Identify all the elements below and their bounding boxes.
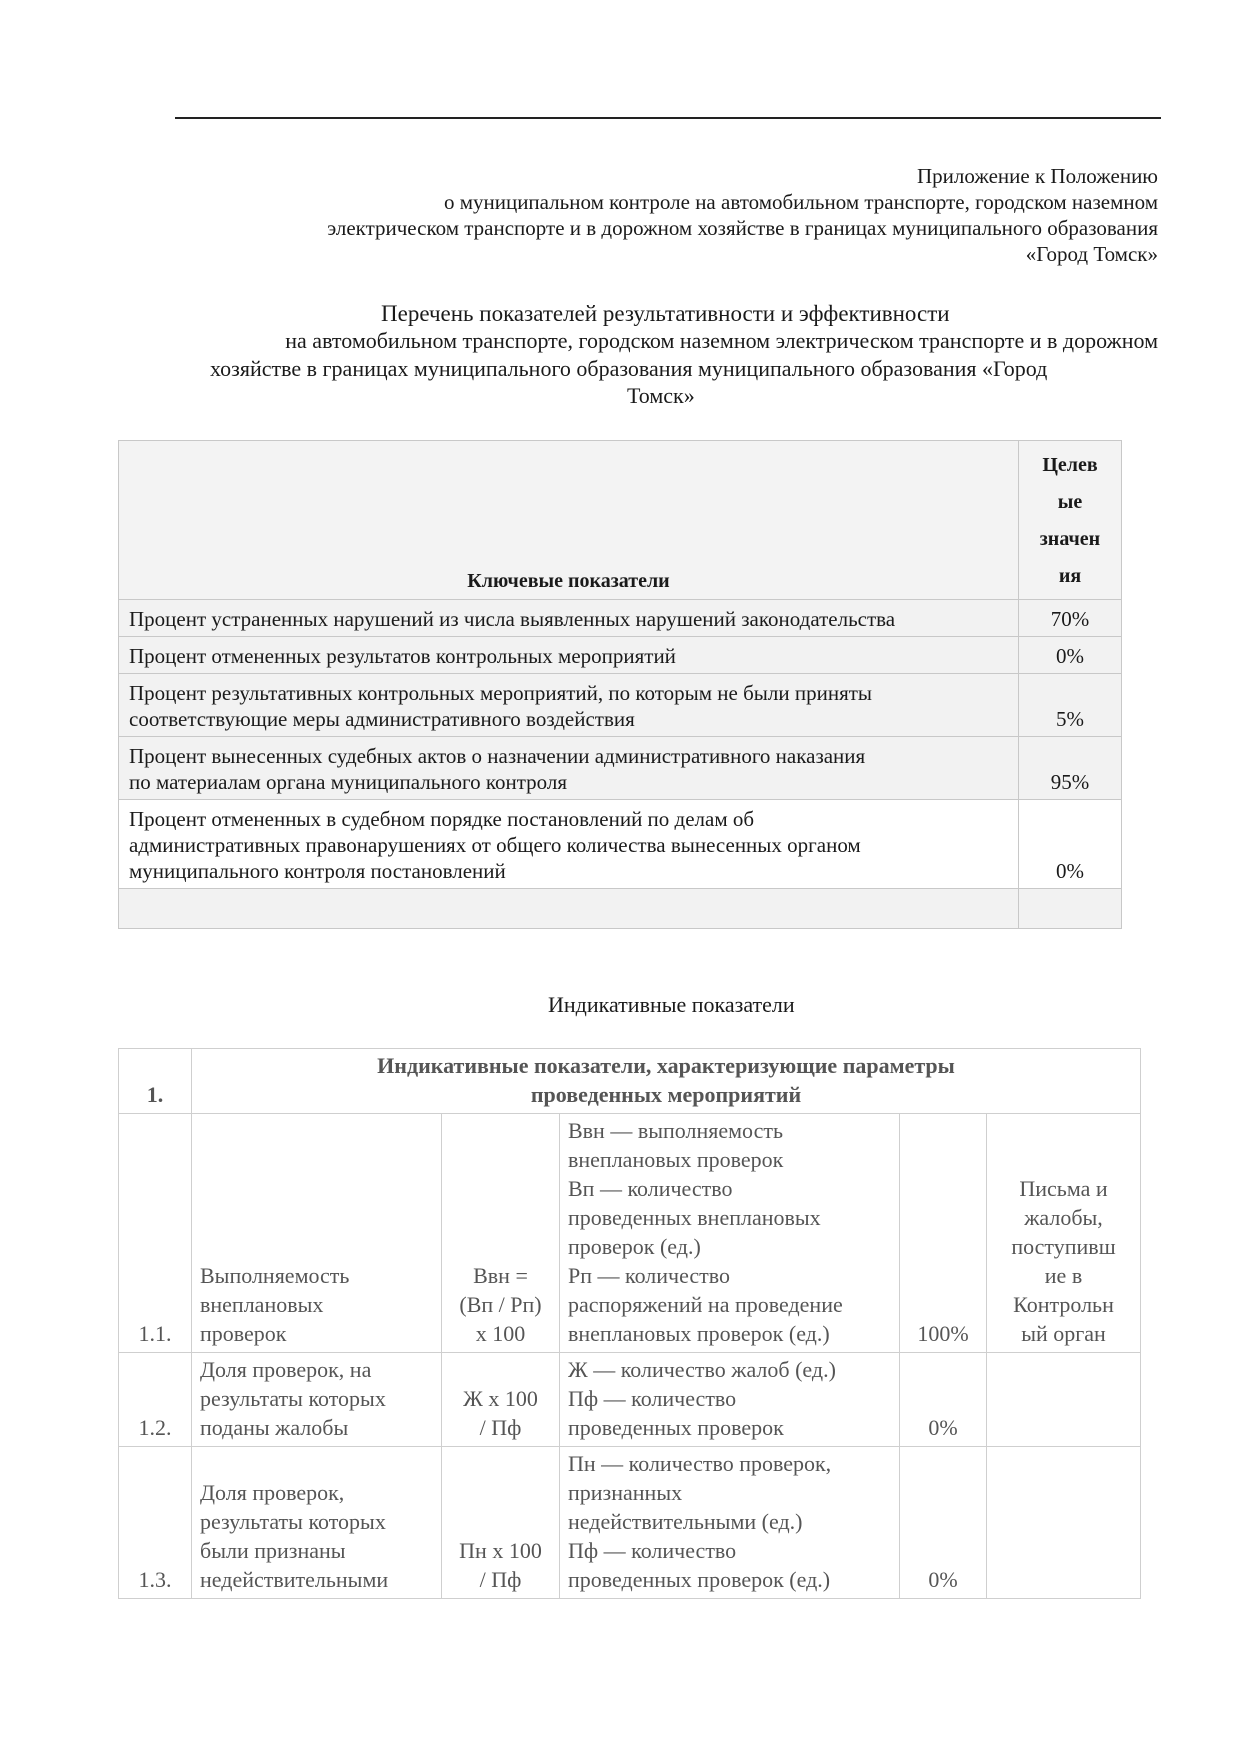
section-header-line: Индикативные показатели, характеризующие параметры <box>377 1053 955 1078</box>
text-line: проверок (ед.) <box>568 1234 701 1259</box>
text-line: проверок <box>200 1321 287 1346</box>
text-line: Ввн = <box>473 1263 528 1288</box>
table-row <box>119 737 1122 800</box>
text-line: ый орган <box>1021 1321 1106 1346</box>
data-source <box>987 1447 1141 1599</box>
text-line: Пн — количество проверок, <box>568 1451 832 1476</box>
indicator-name <box>192 1114 442 1353</box>
title-line: Томск» <box>627 383 695 408</box>
text-line: внеплановых <box>200 1292 324 1317</box>
target-value: 0% <box>900 1353 987 1447</box>
table-row <box>119 637 1122 674</box>
appendix-line: о муниципальном контроле на автомобильном транспорте, городском наземном <box>443 190 1158 214</box>
text-line: результаты которых <box>200 1509 386 1534</box>
header-text-line: ые <box>1057 491 1083 513</box>
title-line: хозяйстве в границах муниципального образования муниципального образования «Город <box>210 356 1048 381</box>
indicator-cell <box>119 737 1019 800</box>
table-row <box>119 674 1122 737</box>
section-header-line: проведенных мероприятий <box>530 1082 802 1107</box>
formula <box>442 1353 560 1447</box>
appendix-line: Приложение к Положению <box>917 164 1158 188</box>
text-line: (Вп / Рп) <box>459 1292 542 1317</box>
target-value: 100% <box>900 1114 987 1353</box>
text-line: х 100 <box>475 1321 526 1346</box>
section-header-row <box>119 1049 1141 1114</box>
text-line: Доля проверок, на <box>200 1357 372 1382</box>
text-line: внеплановых проверок (ед.) <box>568 1321 830 1346</box>
text-line: Пф — количество <box>568 1538 737 1563</box>
text-line: Ж — количество жалоб (ед.) <box>568 1357 836 1382</box>
empty-cell <box>1019 889 1122 929</box>
text-line: Письма и <box>1019 1176 1108 1201</box>
header-text-line: значен <box>1039 528 1101 550</box>
text-line: Рп — количество <box>568 1263 731 1288</box>
text-line: поступивш <box>1011 1234 1116 1259</box>
target-cell: 0% <box>1019 800 1122 889</box>
text-line: результаты которых <box>200 1386 386 1411</box>
text-line: / Пф <box>479 1567 522 1592</box>
text-line: жалобы, <box>1024 1205 1103 1230</box>
header-text-line: Целев <box>1042 454 1098 476</box>
row-number: 1.1. <box>119 1114 192 1353</box>
appendix-line: «Город Томск» <box>1025 242 1158 266</box>
text-line: были признаны <box>200 1538 346 1563</box>
indicator-text: административных правонарушениях от общего количества вынесенных органом <box>129 833 861 857</box>
target-cell: 95% <box>1019 737 1122 800</box>
formula <box>442 1114 560 1353</box>
title-line: Перечень показателей результативности и эффективности <box>381 301 950 326</box>
text-line: проведенных внеплановых <box>568 1205 821 1230</box>
formula <box>442 1447 560 1599</box>
text-line: ие в <box>1044 1263 1083 1288</box>
text-line: Вп — количество <box>568 1176 733 1201</box>
formula-description <box>560 1353 900 1447</box>
title-line: на автомобильном транспорте, городском наземном электрическом транспорте и в дорожном <box>285 328 1158 353</box>
table-row <box>119 800 1122 889</box>
indicator-text: муниципального контроля постановлений <box>129 859 506 883</box>
header-text-line: ия <box>1058 565 1082 587</box>
empty-cell <box>119 889 1019 929</box>
header-rule <box>175 117 1161 119</box>
text-line: внеплановых проверок <box>568 1147 784 1172</box>
row-number: 1.2. <box>119 1353 192 1447</box>
text-line: Ввн — выполняемость <box>568 1118 784 1143</box>
indicator-text: по материалам органа муниципального контроля <box>129 770 568 794</box>
table-row <box>119 600 1122 637</box>
table-row <box>119 1353 1141 1447</box>
indicator-cell <box>119 800 1019 889</box>
table-row-empty <box>119 889 1122 929</box>
indicator-text: Процент отмененных в судебном порядке постановлений по делам об <box>129 807 755 831</box>
section-header <box>192 1049 1141 1114</box>
key-indicators-table <box>118 440 1122 929</box>
text-line: Контрольн <box>1013 1292 1114 1317</box>
indicator-text: Процент устраненных нарушений из числа выявленных нарушений законодательства <box>129 607 896 631</box>
text-line: Ж х 100 <box>463 1386 538 1411</box>
target-cell: 5% <box>1019 674 1122 737</box>
text-line: распоряжений на проведение <box>568 1292 843 1317</box>
appendix-note <box>200 163 1158 267</box>
section-number: 1. <box>119 1049 192 1114</box>
text-line: Пн х 100 <box>459 1538 542 1563</box>
text-line: поданы жалобы <box>200 1415 349 1440</box>
target-value: 0% <box>900 1447 987 1599</box>
table-row <box>119 1447 1141 1599</box>
indicator-name <box>192 1447 442 1599</box>
text-line: Выполняемость <box>200 1263 350 1288</box>
target-cell: 0% <box>1019 637 1122 674</box>
data-source <box>987 1114 1141 1353</box>
table-header-row <box>119 441 1122 600</box>
text-line: Доля проверок, <box>200 1480 345 1505</box>
indicator-text: Процент результативных контрольных мероприятий, по которым не были приняты <box>129 681 873 705</box>
section-title: Индикативные показатели <box>548 992 795 1017</box>
indicator-text: Процент вынесенных судебных актов о назначении административного наказания <box>129 744 866 768</box>
indicator-name <box>192 1353 442 1447</box>
indicator-cell <box>119 600 1019 637</box>
indicator-text: соответствующие меры административного воздействия <box>129 707 635 731</box>
text-line: недействительными <box>200 1567 389 1592</box>
indicator-text: Процент отмененных результатов контрольных мероприятий <box>129 644 676 668</box>
target-cell: 70% <box>1019 600 1122 637</box>
text-line: Пф — количество <box>568 1386 737 1411</box>
indicator-cell <box>119 637 1019 674</box>
column-header-target <box>1019 441 1122 600</box>
data-source <box>987 1353 1141 1447</box>
formula-description <box>560 1114 900 1353</box>
text-line: проведенных проверок <box>568 1415 784 1440</box>
indicative-indicators-table <box>118 1048 1141 1599</box>
text-line: / Пф <box>479 1415 522 1440</box>
table-row <box>119 1114 1141 1353</box>
row-number: 1.3. <box>119 1447 192 1599</box>
text-line: признанных <box>568 1480 683 1505</box>
appendix-line: электрическом транспорте и в дорожном хозяйстве в границах муниципального образования <box>327 216 1158 240</box>
text-line: проведенных проверок (ед.) <box>568 1567 831 1592</box>
indicator-cell <box>119 674 1019 737</box>
text-line: недействительными (ед.) <box>568 1509 803 1534</box>
formula-description <box>560 1447 900 1599</box>
column-header-indicator: Ключевые показатели <box>119 441 1019 600</box>
